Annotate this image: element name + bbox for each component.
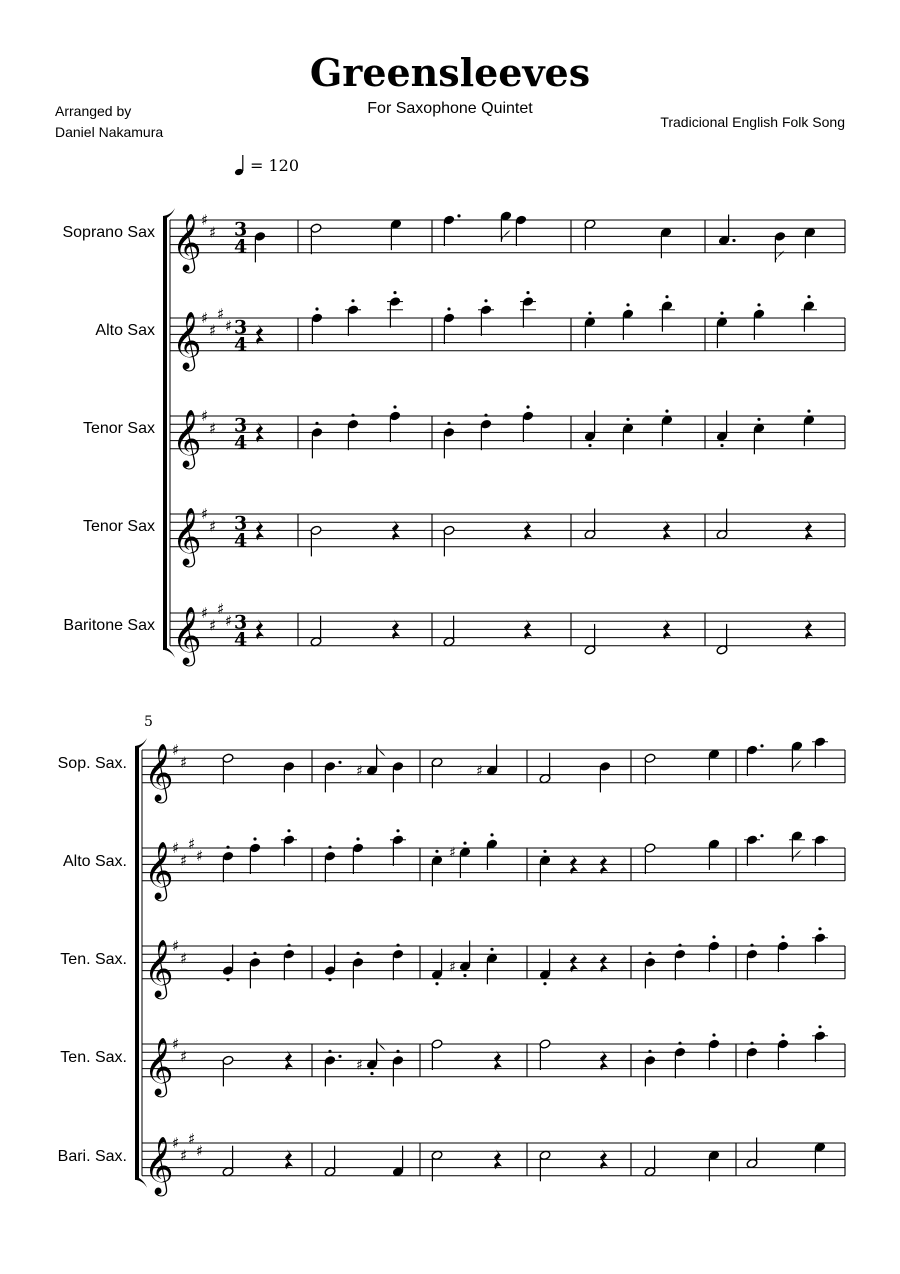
staccato-dot (484, 414, 487, 417)
accidental-sharp-icon: ♯ (449, 959, 456, 976)
score-subtitle: For Saxophone Quintet (367, 100, 533, 117)
key-sharp-icon: ♯ (209, 419, 217, 438)
staccato-dot (287, 944, 290, 947)
staccato-dot (720, 312, 723, 315)
staccato-dot (226, 978, 229, 981)
staccato-dot (665, 410, 668, 413)
key-sharp-icon: ♯ (172, 1134, 180, 1152)
staccato-dot (328, 1050, 331, 1053)
treble-clef-icon: 𝄞 (172, 506, 202, 565)
staccato-dot (435, 982, 438, 985)
staccato-dot (626, 303, 629, 306)
staccato-dot (463, 842, 466, 845)
staccato-dot (351, 414, 354, 417)
staccato-dot (757, 303, 760, 306)
staccato-dot (356, 837, 359, 840)
staccato-dot (463, 974, 466, 977)
staccato-dot (648, 952, 651, 955)
staccato-dot (526, 405, 529, 408)
key-sharp-icon: ♯ (201, 505, 209, 523)
time-signature-bottom: 4 (234, 628, 248, 651)
key-sharp-icon: ♯ (180, 753, 188, 772)
staccato-dot (750, 1042, 753, 1045)
time-signature-top: 3 (234, 316, 248, 339)
augmentation-dot (338, 761, 341, 764)
time-signature-bottom: 4 (234, 431, 248, 454)
staccato-dot (588, 312, 591, 315)
key-sharp-icon: ♯ (188, 834, 196, 853)
time-signature-bottom: 4 (234, 235, 248, 258)
staccato-dot (356, 952, 359, 955)
treble-clef-icon: 𝄞 (144, 742, 174, 801)
staccato-dot (818, 927, 821, 930)
key-sharp-icon: ♯ (180, 851, 188, 870)
treble-clef-icon: 𝄞 (172, 605, 202, 664)
staccato-dot (626, 418, 629, 421)
time-signature-top: 3 (234, 611, 248, 634)
key-sharp-icon: ♯ (209, 616, 217, 635)
staccato-dot (665, 295, 668, 298)
staccato-dot (712, 1033, 715, 1036)
key-sharp-icon: ♯ (201, 309, 209, 327)
staccato-dot (757, 418, 760, 421)
key-sharp-icon: ♯ (188, 1129, 196, 1148)
staccato-dot (712, 935, 715, 938)
staccato-dot (490, 833, 493, 836)
treble-clef-icon: 𝄞 (144, 840, 174, 899)
staccato-dot (447, 307, 450, 310)
key-sharp-icon: ♯ (180, 1146, 188, 1165)
treble-clef-icon: 𝄞 (172, 408, 202, 467)
instrument-label-tenor-1-short: Ten. Sax. (60, 951, 127, 968)
measure-number: 5 (144, 714, 153, 730)
key-sharp-icon: ♯ (172, 937, 180, 955)
staccato-dot (648, 1050, 651, 1053)
key-sharp-icon: ♯ (209, 321, 217, 340)
staccato-dot (328, 978, 331, 981)
staccato-dot (226, 846, 229, 849)
staccato-dot (490, 948, 493, 951)
staccato-dot (328, 846, 331, 849)
arranger-label: Arranged by (55, 103, 132, 119)
key-sharp-icon: ♯ (201, 407, 209, 425)
augmentation-dot (732, 239, 735, 242)
key-sharp-icon: ♯ (172, 839, 180, 857)
key-sharp-icon: ♯ (172, 741, 180, 759)
augmentation-dot (760, 744, 763, 747)
staccato-dot (396, 829, 399, 832)
treble-clef-icon: 𝄞 (144, 938, 174, 997)
staccato-dot (543, 982, 546, 985)
time-signature-top: 3 (234, 512, 248, 535)
key-sharp-icon: ♯ (196, 1142, 204, 1161)
key-sharp-icon: ♯ (201, 604, 209, 622)
key-sharp-icon: ♯ (180, 949, 188, 968)
staccato-dot (447, 422, 450, 425)
staccato-dot (750, 944, 753, 947)
staccato-dot (720, 444, 723, 447)
accidental-sharp-icon: ♯ (356, 763, 363, 780)
staccato-dot (315, 307, 318, 310)
staccato-dot (526, 291, 529, 294)
staccato-dot (484, 299, 487, 302)
staccato-dot (678, 944, 681, 947)
instrument-label-tenor-1: Tenor Sax (82, 420, 155, 437)
key-sharp-icon: ♯ (172, 1035, 180, 1053)
time-signature-top: 3 (234, 218, 248, 241)
staccato-dot (351, 299, 354, 302)
key-sharp-icon: ♯ (201, 211, 209, 229)
staccato-dot (253, 952, 256, 955)
staccato-dot (435, 850, 438, 853)
staccato-dot (370, 1072, 373, 1075)
key-sharp-icon: ♯ (209, 517, 217, 536)
key-sharp-icon: ♯ (180, 1047, 188, 1066)
accidental-sharp-icon: ♯ (449, 845, 456, 862)
staccato-dot (253, 837, 256, 840)
key-sharp-icon: ♯ (217, 599, 225, 618)
arranger-name: Daniel Nakamura (55, 124, 164, 140)
treble-clef-icon: 𝄞 (144, 1036, 174, 1095)
accidental-sharp-icon: ♯ (476, 763, 483, 780)
tempo-value: = 120 (250, 155, 300, 175)
time-signature-top: 3 (234, 414, 248, 437)
instrument-label-tenor-2-short: Ten. Sax. (60, 1049, 127, 1066)
staccato-dot (807, 410, 810, 413)
treble-clef-icon: 𝄞 (144, 1135, 174, 1194)
staccato-dot (543, 850, 546, 853)
staccato-dot (781, 1033, 784, 1036)
staccato-dot (393, 405, 396, 408)
staccato-dot (807, 295, 810, 298)
staccato-dot (287, 829, 290, 832)
augmentation-dot (457, 214, 460, 217)
staccato-dot (818, 1025, 821, 1028)
instrument-label-soprano-short: Sop. Sax. (57, 755, 127, 772)
staccato-dot (315, 422, 318, 425)
time-signature-bottom: 4 (234, 333, 248, 356)
staccato-dot (393, 291, 396, 294)
augmentation-dot (338, 1055, 341, 1058)
treble-clef-icon: 𝄞 (172, 212, 202, 271)
instrument-label-baritone: Baritone Sax (63, 617, 155, 634)
accidental-sharp-icon: ♯ (356, 1057, 363, 1074)
key-sharp-icon: ♯ (209, 223, 217, 242)
key-sharp-icon: ♯ (196, 847, 204, 866)
score-title: Greensleeves (309, 50, 591, 95)
staccato-dot (396, 1050, 399, 1053)
key-sharp-icon: ♯ (225, 612, 233, 631)
key-sharp-icon: ♯ (225, 317, 233, 336)
staccato-dot (781, 935, 784, 938)
key-sharp-icon: ♯ (217, 304, 225, 323)
staccato-dot (678, 1042, 681, 1045)
eighth-flag (775, 250, 784, 262)
system-bracket (163, 216, 167, 650)
instrument-label-alto: Alto Sax (95, 322, 155, 339)
staccato-dot (396, 944, 399, 947)
time-signature-bottom: 4 (234, 529, 248, 552)
instrument-label-baritone-short: Bari. Sax. (57, 1148, 127, 1165)
instrument-label-alto-short: Alto Sax. (62, 853, 127, 870)
staccato-dot (588, 444, 591, 447)
composer-credit: Tradicional English Folk Song (660, 114, 845, 130)
treble-clef-icon: 𝄞 (172, 310, 202, 369)
system-bracket (135, 746, 139, 1180)
instrument-label-soprano: Soprano Sax (62, 224, 155, 241)
instrument-label-tenor-2: Tenor Sax (82, 518, 155, 535)
augmentation-dot (760, 834, 763, 837)
